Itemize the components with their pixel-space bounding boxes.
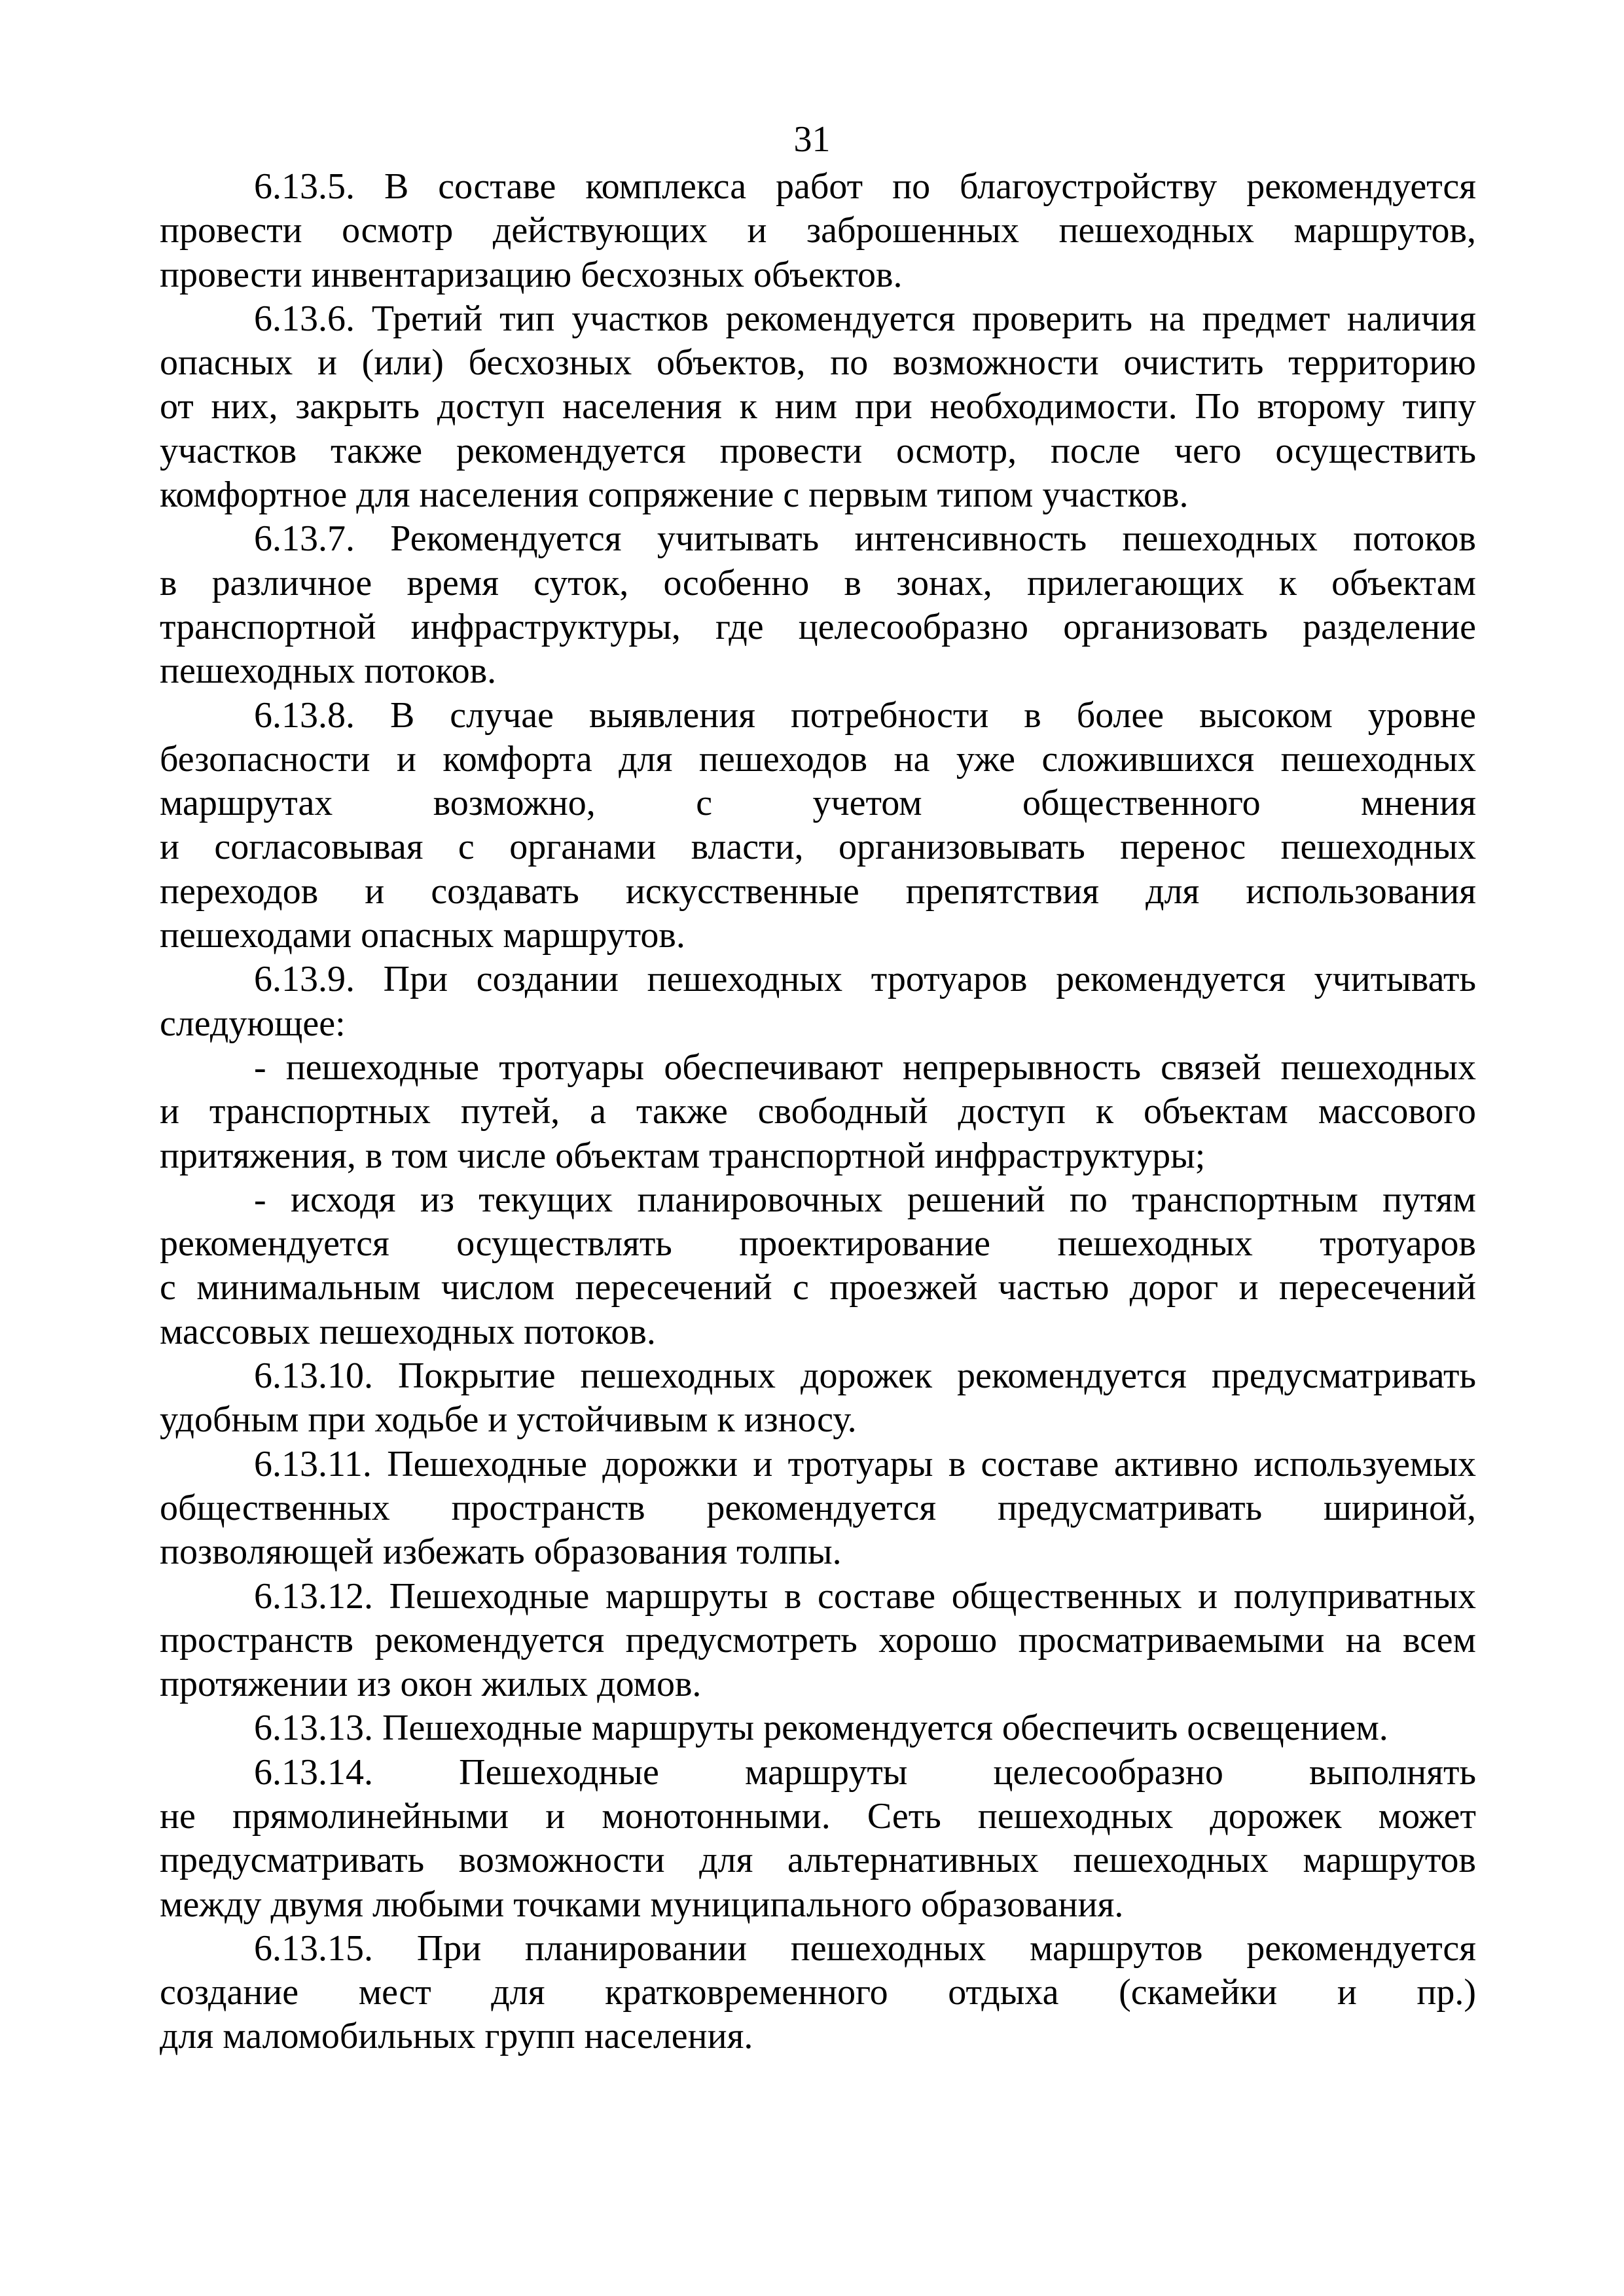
- paragraph: [160, 694, 1476, 958]
- text-line: 6.13.12. Пешеходные маршруты в составе общественных и полуприватных: [254, 1575, 1476, 1617]
- text-line: и согласовывая с органами власти, организовывать перенос пешеходных: [160, 827, 1476, 868]
- text-line: - пешеходные тротуары обеспечивают непрерывность связей пешеходных: [254, 1047, 1476, 1088]
- text-line: провести осмотр действующих и заброшенных пешеходных маршрутов,: [160, 210, 1476, 251]
- paragraph: [160, 1046, 1476, 1178]
- paragraph: [160, 1927, 1476, 2059]
- text-line: пешеходных потоков.: [160, 651, 497, 692]
- text-line: 6.13.6. Третий тип участков рекомендуется проверить на предмет наличия: [254, 298, 1476, 339]
- text-line: для маломобильных групп населения.: [160, 2016, 753, 2057]
- text-line: 6.13.14. Пешеходные маршруты целесообразно выполнять: [254, 1751, 1476, 1793]
- text-line: пространств рекомендуется предусмотреть хорошо просматриваемыми на всем: [160, 1619, 1476, 1660]
- text-line: создание мест для кратковременного отдыха (скамейки и пр.): [160, 1972, 1476, 2013]
- text-line: маршрутах возможно, с учетом общественного мнения: [160, 783, 1476, 824]
- text-line: общественных пространств рекомендуется предусматривать шириной,: [160, 1487, 1476, 1528]
- text-line: притяжения, в том числе объектам транспортной инфраструктуры;: [160, 1135, 1206, 1176]
- text-line: 6.13.9. При создании пешеходных тротуаров рекомендуется учитывать: [254, 959, 1476, 1000]
- text-line: 6.13.15. При планировании пешеходных маршрутов рекомендуется: [254, 1928, 1476, 1969]
- paragraph: [160, 1751, 1476, 1927]
- text-line: транспортной инфраструктуры, где целесообразно организовать разделение: [160, 606, 1476, 647]
- paragraph: [160, 958, 1476, 1046]
- text-line: протяжении из окон жилых домов.: [160, 1664, 702, 1705]
- text-line: переходов и создавать искусственные препятствия для использования: [160, 870, 1476, 912]
- text-line: следующее:: [160, 1003, 346, 1044]
- paragraph: [160, 1443, 1476, 1575]
- text-line: 6.13.8. В случае выявления потребности в более высоком уровне: [254, 694, 1476, 736]
- text-line: не прямолинейными и монотонными. Сеть пешеходных дорожек может: [160, 1795, 1476, 1837]
- text-line: в различное время суток, особенно в зонах, прилегающих к объектам: [160, 562, 1476, 603]
- text-line: комфортное для населения сопряжение с первым типом участков.: [160, 475, 1189, 516]
- text-line: от них, закрыть доступ населения к ним при необходимости. По второму типу: [160, 386, 1476, 427]
- text-line: - исходя из текущих планировочных решений по транспортным путям: [254, 1179, 1476, 1220]
- paragraph: [160, 1354, 1476, 1443]
- text-line: предусматривать возможности для альтернативных пешеходных маршрутов: [160, 1840, 1476, 1881]
- text-line: рекомендуется осуществлять проектирование пешеходных тротуаров: [160, 1223, 1476, 1265]
- text-line: безопасности и комфорта для пешеходов на уже сложившихся пешеходных: [160, 738, 1476, 780]
- paragraph: [160, 1178, 1476, 1354]
- text-line: 6.13.13. Пешеходные маршруты рекомендуется обеспечить освещением.: [254, 1708, 1388, 1749]
- document-body: [160, 165, 1476, 2059]
- text-line: 6.13.10. Покрытие пешеходных дорожек рекомендуется предусматривать: [254, 1355, 1476, 1397]
- paragraph: [160, 517, 1476, 693]
- text-line: провести инвентаризацию бесхозных объектов.: [160, 254, 903, 295]
- page-number: 31: [793, 119, 831, 160]
- paragraph: [160, 297, 1476, 517]
- text-line: 6.13.5. В составе комплекса работ по благоустройству рекомендуется: [254, 166, 1476, 207]
- text-line: 6.13.11. Пешеходные дорожки и тротуары в составе активно используемых: [254, 1443, 1476, 1484]
- text-line: 6.13.7. Рекомендуется учитывать интенсивность пешеходных потоков: [254, 518, 1476, 560]
- paragraph: [160, 165, 1476, 297]
- text-line: участков также рекомендуется провести осмотр, после чего осуществить: [160, 430, 1476, 471]
- text-line: удобным при ходьбе и устойчивым к износу.: [160, 1399, 857, 1441]
- text-line: позволяющей избежать образования толпы.: [160, 1532, 842, 1573]
- text-line: и транспортных путей, а также свободный доступ к объектам массового: [160, 1091, 1476, 1132]
- paragraph: [160, 1575, 1476, 1707]
- text-line: между двумя любыми точками муниципального образования.: [160, 1884, 1124, 1925]
- text-line: пешеходами опасных маршрутов.: [160, 915, 685, 956]
- paragraph: [160, 1706, 1476, 1750]
- text-line: массовых пешеходных потоков.: [160, 1311, 656, 1352]
- text-line: с минимальным числом пересечений с проезжей частью дорог и пересечений: [160, 1267, 1476, 1308]
- text-line: опасных и (или) бесхозных объектов, по возможности очистить территорию: [160, 342, 1476, 384]
